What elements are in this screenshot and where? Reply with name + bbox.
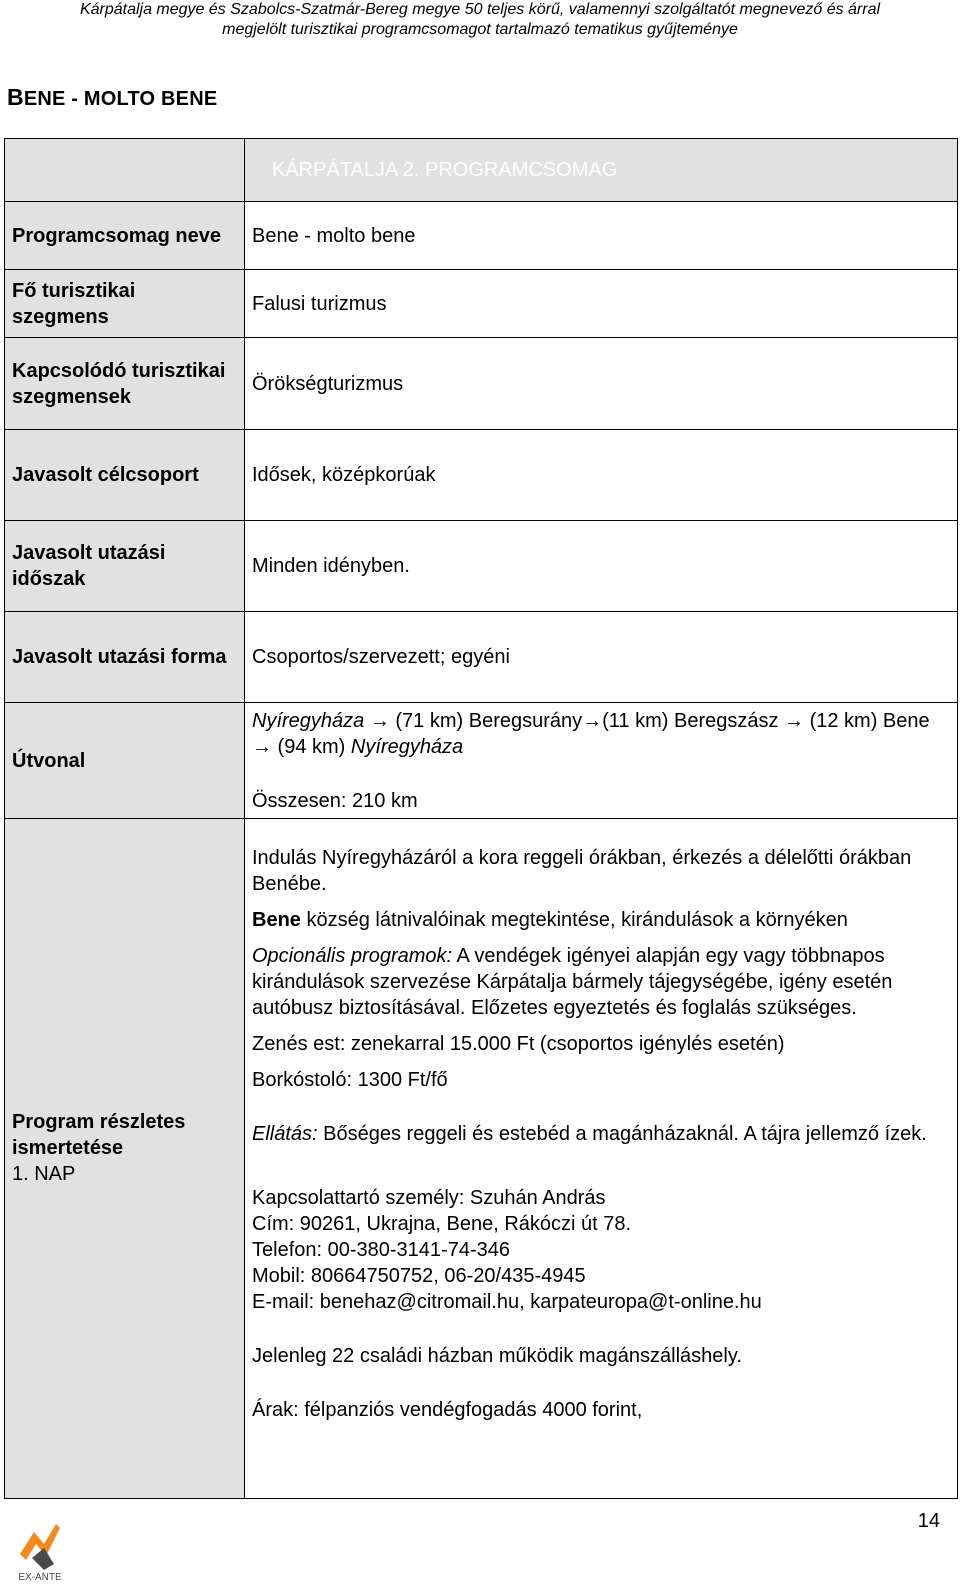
- document-title: [7, 84, 217, 111]
- row-label-package-name: Programcsomag neve: [5, 202, 245, 270]
- row-value-program-details: [245, 819, 958, 1499]
- program-paragraph-music: Zenés est: zenekarral 15.000 Ft (csoportos igénylés esetén): [252, 1033, 785, 1055]
- document-header-line-1: Kárpátalja megye és Szabolcs-Szatmár-Bereg megye 50 teljes körű, valamennyi szolgáltatót megnevező és árral: [79, 1, 881, 18]
- contact-address: Cím: 90261, Ukrajna, Bene, Rákóczi út 78.: [252, 1213, 632, 1235]
- row-label-program-details: [5, 819, 245, 1499]
- program-table: [4, 138, 958, 1499]
- row-label-target-group: Javasolt célcsoport: [5, 430, 245, 521]
- table-header-spacer: [5, 139, 245, 202]
- route-end: Nyíregyháza: [350, 735, 464, 758]
- row-value-route: [245, 703, 958, 819]
- row-label-main-segment: Fő turisztikai szegmens: [5, 270, 245, 338]
- program-village-name: Bene: [252, 909, 301, 931]
- contact-phone: Telefon: 00-380-3141-74-346: [252, 1239, 510, 1261]
- program-paragraph-wine: Borkóstoló: 1300 Ft/fő: [252, 1069, 448, 1091]
- row-value-target-group: Idősek, középkorúak: [245, 430, 958, 521]
- svg-text:EX-ANTE: EX-ANTE: [18, 1572, 62, 1583]
- row-value-main-segment: Falusi turizmus: [245, 270, 958, 338]
- program-paragraph-sightseeing: [252, 907, 950, 933]
- route-segments: → (71 km) Beregsurány→(11 km) Beregszász → (12 km) Bene → (94 km): [252, 709, 930, 758]
- program-sightseeing-text: község látnivalóinak megtekintése, kirándulások a környéken: [300, 909, 848, 931]
- route-start: Nyíregyháza: [252, 709, 365, 732]
- contact-email: E-mail: benehaz@citromail.hu, karpateuropa@t-online.hu: [252, 1291, 762, 1313]
- title-first-letter: B: [7, 84, 24, 110]
- program-paragraph-accommodation: Jelenleg 22 családi házban működik magánszálláshely.: [252, 1345, 742, 1367]
- program-catering-text: Bőséges reggeli és estebéd a magánházaknál. A tájra jellemző ízek.: [317, 1123, 927, 1145]
- table-heading: KÁRPÁTALJA 2. PROGRAMCSOMAG: [245, 139, 958, 202]
- program-paragraph-departure: Indulás Nyíregyházáról a kora reggeli órákban, érkezés a délelőtti órákban Benébe.: [252, 847, 912, 895]
- contact-mobile: Mobil: 80664750752, 06-20/435-4945: [252, 1265, 586, 1287]
- program-paragraph-catering: [252, 1121, 950, 1147]
- route-total: Összesen: 210 km: [252, 789, 418, 812]
- program-label-line-2: ismertetése: [12, 1137, 124, 1159]
- row-label-travel-period: Javasolt utazási időszak: [5, 521, 245, 612]
- program-optional-label: Opcionális programok:: [252, 945, 453, 967]
- program-paragraph-optional: [252, 943, 950, 1021]
- row-label-related-segments: Kapcsolódó turisztikai szegmensek: [5, 338, 245, 430]
- program-catering-label: Ellátás:: [252, 1123, 318, 1145]
- document-header-line-2: megjelölt turisztikai programcsomagot tartalmazó tematikus gyűjteménye: [222, 21, 738, 38]
- row-label-route: Útvonal: [5, 703, 245, 819]
- row-value-travel-period: Minden idényben.: [245, 521, 958, 612]
- row-value-related-segments: Örökségturizmus: [245, 338, 958, 430]
- program-label-line-1: Program részletes: [12, 1111, 186, 1133]
- page-number: 14: [917, 1510, 940, 1532]
- row-value-travel-form: Csoportos/szervezett; egyéni: [245, 612, 958, 703]
- ex-ante-logo: [14, 1514, 66, 1584]
- program-paragraph-prices: Árak: félpanziós vendégfogadás 4000 forint,: [252, 1399, 643, 1421]
- title-rest: ENE - MOLTO BENE: [23, 88, 218, 110]
- row-label-travel-form: Javasolt utazási forma: [5, 612, 245, 703]
- program-optional-text: A vendégek igényei alapján egy vagy többnapos kirándulások szervezése Kárpátalja bármely tájegységébe, igény esetén autóbusz biztosításával. Előzetes egyeztetés és foglalás szükséges.: [252, 945, 893, 1019]
- program-label-day: 1. NAP: [12, 1163, 76, 1185]
- contact-person: Kapcsolattartó személy: Szuhán András: [252, 1187, 606, 1209]
- row-value-package-name: Bene - molto bene: [245, 202, 958, 270]
